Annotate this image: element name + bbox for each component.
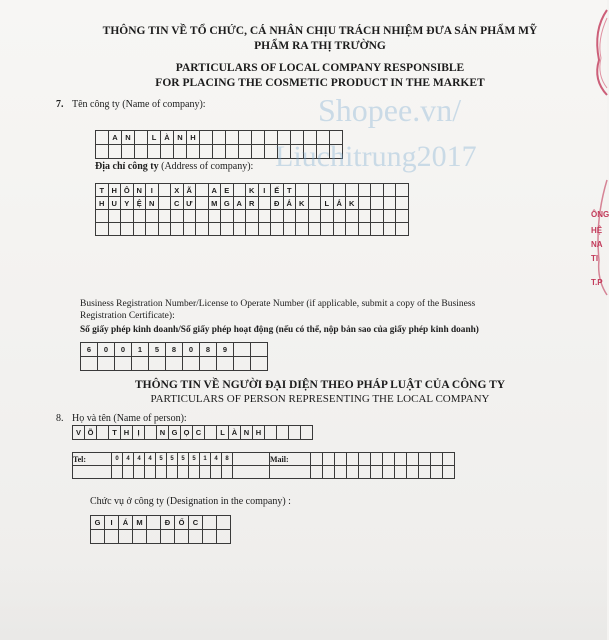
- mail-cell: [407, 466, 419, 479]
- mail-cell: [359, 466, 371, 479]
- grid-cell: [226, 145, 239, 159]
- mail-cell: [359, 453, 371, 466]
- tel-cell: 0: [112, 453, 123, 466]
- grid-cell: 0: [115, 343, 132, 357]
- grid-cell: G: [221, 197, 234, 210]
- grid-cell: [358, 197, 371, 210]
- grid-cell: [271, 210, 284, 223]
- grid-cell: [271, 223, 284, 236]
- grid-cell: [213, 131, 226, 145]
- grid-cell: [296, 184, 309, 197]
- address-grid: [95, 183, 409, 236]
- grid-cell: [174, 145, 187, 159]
- grid-cell: [371, 184, 384, 197]
- tel-cell: 5: [167, 453, 178, 466]
- stamp-fragment: TI: [591, 254, 599, 263]
- grid-cell: Ắ: [333, 197, 346, 210]
- grid-cell: [96, 210, 109, 223]
- grid-cell: [296, 223, 309, 236]
- address-label: [95, 161, 253, 173]
- grid-row: [91, 530, 231, 544]
- grid-cell: [321, 184, 334, 197]
- tel-cell: 4: [145, 453, 156, 466]
- grid-row: [81, 343, 268, 357]
- grid-cell: [217, 516, 231, 530]
- grid-cell: [396, 223, 409, 236]
- tel-cell: [200, 466, 211, 479]
- mail-cell: [371, 453, 383, 466]
- heading-en-line1: PARTICULARS OF LOCAL COMPANY RESPONSIBLE: [175, 62, 465, 74]
- tel-label: [73, 466, 112, 479]
- tel-cell: [156, 466, 167, 479]
- grid-cell: Ệ: [133, 197, 146, 210]
- grid-cell: A: [208, 184, 221, 197]
- grid-cell: U: [108, 197, 121, 210]
- brn-en-label: [80, 298, 555, 322]
- grid-cell: [283, 210, 296, 223]
- grid-cell: K: [346, 197, 359, 210]
- grid-cell: Ã: [183, 184, 196, 197]
- section-8-number: 8.: [56, 413, 64, 424]
- grid-row: [96, 197, 409, 210]
- grid-cell: Ọ: [181, 426, 193, 440]
- grid-cell: [96, 131, 109, 145]
- grid-cell: [246, 223, 259, 236]
- brn-vn-label: Số giấy phép kinh doanh/Số giấy phép hoạt động (nếu có thể, nộp bản sao của giấy phép kinh doanh): [80, 325, 479, 335]
- grid-cell: L: [217, 426, 229, 440]
- mail-cell: [335, 453, 347, 466]
- tel-cell: [178, 466, 189, 479]
- grid-cell: Ố: [175, 516, 189, 530]
- grid-cell: [200, 131, 213, 145]
- mail-cell: [347, 466, 359, 479]
- grid-cell: [161, 530, 175, 544]
- grid-cell: [133, 530, 147, 544]
- grid-cell: [308, 197, 321, 210]
- mail-cell: [383, 466, 395, 479]
- grid-cell: X: [171, 184, 184, 197]
- bottom-fade: [0, 560, 607, 640]
- grid-cell: [171, 223, 184, 236]
- grid-cell: [371, 197, 384, 210]
- grid-cell: 0: [183, 343, 200, 357]
- heading-vn-line2: PHẨM RA THỊ TRƯỜNG: [254, 40, 386, 52]
- grid-cell: [333, 184, 346, 197]
- grid-cell: G: [91, 516, 105, 530]
- grid-cell: [98, 357, 115, 371]
- grid-cell: [333, 223, 346, 236]
- tel-cell: 5: [178, 453, 189, 466]
- grid-row: [96, 210, 409, 223]
- person-name-label: Họ và tên (Name of person):: [72, 413, 187, 424]
- grid-cell: I: [258, 184, 271, 197]
- grid-cell: Ế: [271, 184, 284, 197]
- company-name-label: Tên công ty (Name of company):: [72, 99, 206, 110]
- grid-cell: [383, 197, 396, 210]
- grid-cell: [108, 210, 121, 223]
- mail-label: Mail:: [270, 453, 311, 466]
- grid-cell: [96, 145, 109, 159]
- grid-cell: [252, 145, 265, 159]
- grid-cell: [105, 530, 119, 544]
- stamp-fragment: HỆ: [591, 226, 603, 235]
- tel-mail-grid: [72, 452, 455, 479]
- grid-cell: Á: [119, 516, 133, 530]
- grid-cell: [200, 357, 217, 371]
- grid-cell: N: [133, 184, 146, 197]
- grid-cell: [158, 210, 171, 223]
- grid-cell: 0: [98, 343, 115, 357]
- grid-row: [96, 184, 409, 197]
- tel-cell: [134, 466, 145, 479]
- grid-cell: [371, 223, 384, 236]
- grid-cell: [396, 184, 409, 197]
- grid-cell: [358, 223, 371, 236]
- grid-cell: [121, 223, 134, 236]
- mail-cell: [431, 466, 443, 479]
- tel-cell: 5: [156, 453, 167, 466]
- grid-cell: [146, 223, 159, 236]
- grid-cell: Ô: [121, 184, 134, 197]
- grid-cell: Ắ: [283, 197, 296, 210]
- grid-cell: [149, 357, 166, 371]
- grid-row: [73, 466, 455, 479]
- grid-cell: [239, 145, 252, 159]
- grid-cell: [396, 210, 409, 223]
- grid-cell: H: [253, 426, 265, 440]
- grid-cell: [135, 145, 148, 159]
- grid-cell: [145, 426, 157, 440]
- grid-cell: [246, 210, 259, 223]
- tel-cell: [112, 466, 123, 479]
- rep-heading-vn: THÔNG TIN VỀ NGƯỜI ĐẠI DIỆN THEO PHÁP LUẬT CỦA CÔNG TY: [134, 379, 506, 391]
- grid-cell: [196, 223, 209, 236]
- grid-cell: [91, 530, 105, 544]
- mail-cell: [383, 453, 395, 466]
- grid-cell: [308, 223, 321, 236]
- grid-cell: [97, 426, 109, 440]
- grid-cell: 5: [149, 343, 166, 357]
- grid-cell: [196, 184, 209, 197]
- grid-cell: [161, 145, 174, 159]
- tel-cell: [189, 466, 200, 479]
- grid-cell: 1: [132, 343, 149, 357]
- stamp-fragment: ÔNG: [591, 210, 609, 219]
- grid-cell: [396, 197, 409, 210]
- grid-cell: G: [169, 426, 181, 440]
- mail-cell: [395, 466, 407, 479]
- grid-cell: [265, 426, 277, 440]
- grid-cell: [135, 131, 148, 145]
- tel-cell: 1: [200, 453, 211, 466]
- grid-cell: Ư: [183, 197, 196, 210]
- grid-cell: [121, 210, 134, 223]
- grid-cell: K: [296, 197, 309, 210]
- grid-cell: C: [193, 426, 205, 440]
- grid-cell: [175, 530, 189, 544]
- brn-grid: [80, 342, 268, 371]
- mail-cell: [311, 453, 323, 466]
- mail-cell: [311, 466, 323, 479]
- grid-cell: [187, 145, 200, 159]
- grid-cell: [258, 210, 271, 223]
- grid-cell: [258, 223, 271, 236]
- grid-cell: E: [221, 184, 234, 197]
- grid-cell: [203, 516, 217, 530]
- grid-cell: [217, 530, 231, 544]
- grid-cell: [213, 145, 226, 159]
- tel-cell: [145, 466, 156, 479]
- grid-cell: [234, 343, 251, 357]
- section-7-number: 7.: [56, 99, 64, 110]
- grid-cell: [251, 357, 268, 371]
- grid-cell: [226, 131, 239, 145]
- grid-cell: H: [121, 426, 133, 440]
- grid-cell: Ị: [133, 426, 145, 440]
- mail-cell: [323, 466, 335, 479]
- rep-heading-en: PARTICULARS OF PERSON REPRESENTING THE LOCAL COMPANY: [150, 393, 490, 405]
- stamp-fragment: NA: [591, 240, 603, 249]
- grid-cell: Đ: [161, 516, 175, 530]
- grid-cell: 6: [81, 343, 98, 357]
- mail-cell: [443, 453, 455, 466]
- mail-cell: [431, 453, 443, 466]
- tel-cell: [123, 466, 134, 479]
- grid-cell: [133, 223, 146, 236]
- grid-cell: [321, 223, 334, 236]
- grid-cell: [189, 530, 203, 544]
- grid-cell: H: [96, 197, 109, 210]
- tel-cell: [211, 466, 222, 479]
- grid-cell: [196, 210, 209, 223]
- mail-label: [270, 466, 311, 479]
- mail-cell: [395, 453, 407, 466]
- watermark-line1: Shopee.vn/: [318, 92, 462, 128]
- grid-cell: [132, 357, 149, 371]
- grid-cell: [208, 210, 221, 223]
- heading-en-line2: FOR PLACING THE COSMETIC PRODUCT IN THE MARKET: [155, 77, 485, 89]
- grid-cell: [158, 197, 171, 210]
- grid-cell: [277, 426, 289, 440]
- heading-vn-line1: THÔNG TIN VỀ TỔ CHỨC, CÁ NHÂN CHỊU TRÁCH NHIỆM ĐƯA SẢN PHẨM MỸ: [102, 25, 538, 37]
- mail-cell: [443, 466, 455, 479]
- grid-row: [73, 453, 455, 466]
- grid-cell: N: [241, 426, 253, 440]
- mail-cell: [407, 453, 419, 466]
- mail-cell: [347, 453, 359, 466]
- mail-cell: [419, 466, 431, 479]
- grid-cell: À: [229, 426, 241, 440]
- grid-cell: [81, 357, 98, 371]
- address-label-bold: Địa chỉ công ty: [95, 161, 159, 172]
- grid-cell: [119, 530, 133, 544]
- grid-cell: [183, 223, 196, 236]
- grid-cell: [147, 530, 161, 544]
- grid-cell: [233, 223, 246, 236]
- grid-cell: [122, 145, 135, 159]
- grid-cell: [166, 357, 183, 371]
- brn-en-line2: Registration Certificate):: [80, 311, 175, 321]
- grid-cell: [158, 223, 171, 236]
- grid-cell: [308, 210, 321, 223]
- tel-spacer: [233, 466, 270, 479]
- grid-cell: Đ: [271, 197, 284, 210]
- grid-cell: L: [321, 197, 334, 210]
- grid-cell: V: [73, 426, 85, 440]
- grid-cell: [371, 210, 384, 223]
- grid-cell: [234, 357, 251, 371]
- mail-cell: [335, 466, 347, 479]
- grid-cell: [205, 426, 217, 440]
- grid-cell: [200, 145, 213, 159]
- grid-cell: [252, 131, 265, 145]
- grid-cell: H: [108, 184, 121, 197]
- grid-cell: I: [146, 184, 159, 197]
- grid-cell: [171, 210, 184, 223]
- tel-cell: 4: [123, 453, 134, 466]
- grid-row: [96, 223, 409, 236]
- stamp-fragment: T.P: [591, 278, 603, 287]
- grid-cell: [148, 145, 161, 159]
- mail-cell: [419, 453, 431, 466]
- grid-cell: [358, 184, 371, 197]
- address-label-rest: (Address of company):: [158, 161, 254, 172]
- grid-cell: [208, 223, 221, 236]
- tel-cell: 5: [189, 453, 200, 466]
- grid-cell: N: [174, 131, 187, 145]
- grid-cell: L: [148, 131, 161, 145]
- grid-row: [91, 516, 231, 530]
- grid-cell: [183, 210, 196, 223]
- grid-cell: T: [283, 184, 296, 197]
- grid-cell: N: [146, 197, 159, 210]
- grid-cell: 8: [200, 343, 217, 357]
- grid-cell: [147, 516, 161, 530]
- grid-cell: [358, 210, 371, 223]
- grid-row: [73, 426, 313, 440]
- tel-cell: 4: [211, 453, 222, 466]
- grid-cell: [383, 223, 396, 236]
- grid-cell: C: [171, 197, 184, 210]
- grid-cell: [333, 210, 346, 223]
- grid-cell: [146, 210, 159, 223]
- grid-cell: M: [133, 516, 147, 530]
- grid-cell: [258, 197, 271, 210]
- tel-cell: 8: [222, 453, 233, 466]
- grid-cell: [308, 184, 321, 197]
- grid-cell: [115, 357, 132, 371]
- grid-cell: À: [161, 131, 174, 145]
- grid-cell: [233, 210, 246, 223]
- tel-cell: 4: [134, 453, 145, 466]
- tel-cell: [167, 466, 178, 479]
- grid-cell: [221, 223, 234, 236]
- grid-cell: [289, 426, 301, 440]
- brn-en-line1: Business Registration Number/License to Operate Number (if applicable, submit a copy of the Business: [80, 299, 476, 309]
- grid-cell: [158, 184, 171, 197]
- grid-cell: [296, 210, 309, 223]
- grid-cell: 8: [166, 343, 183, 357]
- grid-cell: Y: [121, 197, 134, 210]
- mail-cell: [323, 453, 335, 466]
- designation-label: Chức vụ ở công ty (Designation in the company) :: [90, 496, 291, 507]
- designation-grid: [90, 515, 231, 544]
- grid-cell: [383, 184, 396, 197]
- grid-cell: [203, 530, 217, 544]
- grid-cell: N: [157, 426, 169, 440]
- grid-cell: [346, 184, 359, 197]
- grid-cell: K: [246, 184, 259, 197]
- person-name-grid: [72, 425, 313, 440]
- tel-cell: [222, 466, 233, 479]
- grid-cell: T: [109, 426, 121, 440]
- grid-row: [81, 357, 268, 371]
- grid-cell: H: [187, 131, 200, 145]
- grid-cell: N: [122, 131, 135, 145]
- grid-cell: [239, 131, 252, 145]
- mail-cell: [371, 466, 383, 479]
- grid-cell: [321, 210, 334, 223]
- grid-cell: [133, 210, 146, 223]
- tel-spacer: [233, 453, 270, 466]
- grid-cell: [301, 426, 313, 440]
- grid-cell: [283, 223, 296, 236]
- grid-cell: I: [105, 516, 119, 530]
- grid-cell: [196, 197, 209, 210]
- grid-cell: [233, 184, 246, 197]
- grid-cell: [383, 210, 396, 223]
- grid-cell: [183, 357, 200, 371]
- grid-cell: T: [96, 184, 109, 197]
- grid-cell: A: [233, 197, 246, 210]
- grid-cell: [251, 343, 268, 357]
- grid-cell: [108, 223, 121, 236]
- grid-cell: [217, 357, 234, 371]
- grid-cell: A: [109, 131, 122, 145]
- grid-cell: Õ: [85, 426, 97, 440]
- grid-cell: 9: [217, 343, 234, 357]
- grid-cell: [96, 223, 109, 236]
- grid-cell: M: [208, 197, 221, 210]
- watermark-line2: Liuchitrung2017: [275, 140, 477, 173]
- grid-cell: C: [189, 516, 203, 530]
- grid-cell: [109, 145, 122, 159]
- grid-cell: [346, 223, 359, 236]
- tel-label: Tel:: [73, 453, 112, 466]
- grid-cell: R: [246, 197, 259, 210]
- grid-cell: [346, 210, 359, 223]
- grid-cell: [221, 210, 234, 223]
